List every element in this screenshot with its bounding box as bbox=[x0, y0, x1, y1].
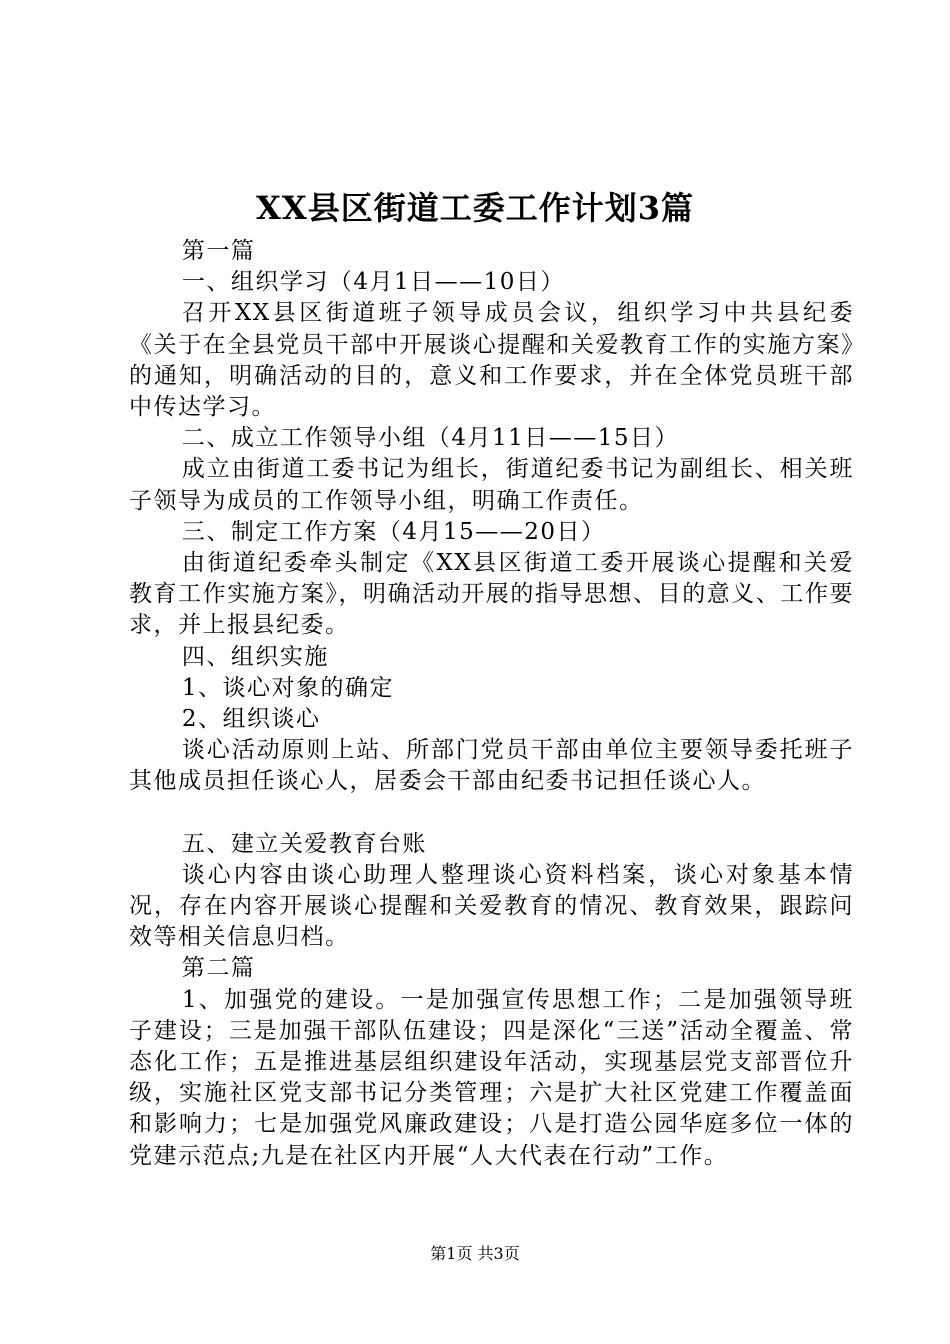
page-title: XX县区街道工委工作计划3篇 bbox=[256, 189, 694, 227]
page-footer: 第1页 共3页 bbox=[430, 1244, 520, 1263]
blank-line bbox=[129, 798, 854, 829]
section-heading: 第一篇 bbox=[181, 238, 256, 264]
paragraph: 谈心活动原则上站、所部门党员干部由单位主要领导委托班子其他成员担任谈心人，居委会干部由纪委书记担任谈心人。 bbox=[129, 737, 854, 795]
sub-item: 2、组织谈心 bbox=[181, 706, 321, 733]
paragraph: 成立由街道工委书记为组长，街道纪委书记为副组长、相关班子领导为成员的工作领导小组，明确工作责任。 bbox=[129, 456, 854, 514]
document-body bbox=[129, 236, 854, 1172]
item-heading: 四、组织实施 bbox=[181, 643, 329, 670]
item-heading: 二、成立工作领导小组（4月11日——15日） bbox=[181, 425, 680, 452]
sub-item: 1、谈心对象的确定 bbox=[181, 674, 395, 701]
paragraph: 由街道纪委牵头制定《XX县区街道工委开展谈心提醒和关爱教育工作实施方案》，明确活动开展的指导思想、目的意义、工作要求，并上报县纪委。 bbox=[129, 550, 854, 639]
item-heading: 五、建立关爱教育台账 bbox=[181, 830, 427, 857]
paragraph: 谈心内容由谈心助理人整理谈心资料档案，谈心对象基本情况，存在内容开展谈心提醒和关爱教育的情况、教育效果，跟踪问效等相关信息归档。 bbox=[129, 861, 854, 951]
item-heading: 一、组织学习（4月1日——10日） bbox=[181, 269, 565, 296]
paragraph: 1、加强党的建设。一是加强宣传思想工作；二是加强领导班子建设；三是加强干部队伍建设；四是深化“三送”活动全覆盖、常态化工作；五是推进基层组织建设年活动，实现基层党支部晋位升级，实施社区党支部书记分类管理；六是扩大社区党建工作覆盖面和影响力；七是加强党风廉政建设；八是打造公园华庭多位一体的党建示范点;九是在社区内开展“人大代表在行动”工作。 bbox=[129, 986, 854, 1169]
item-heading: 三、制定工作方案（4月15——20日） bbox=[181, 518, 606, 545]
section-heading: 第二篇 bbox=[181, 955, 256, 982]
paragraph: 召开XX县区街道班子领导成员会议，组织学习中共县纪委《关于在全县党员干部中开展谈心提醒和关爱教育工作的实施方案》的通知，明确活动的目的，意义和工作要求，并在全体党员班干部中传达学习。 bbox=[129, 300, 854, 421]
